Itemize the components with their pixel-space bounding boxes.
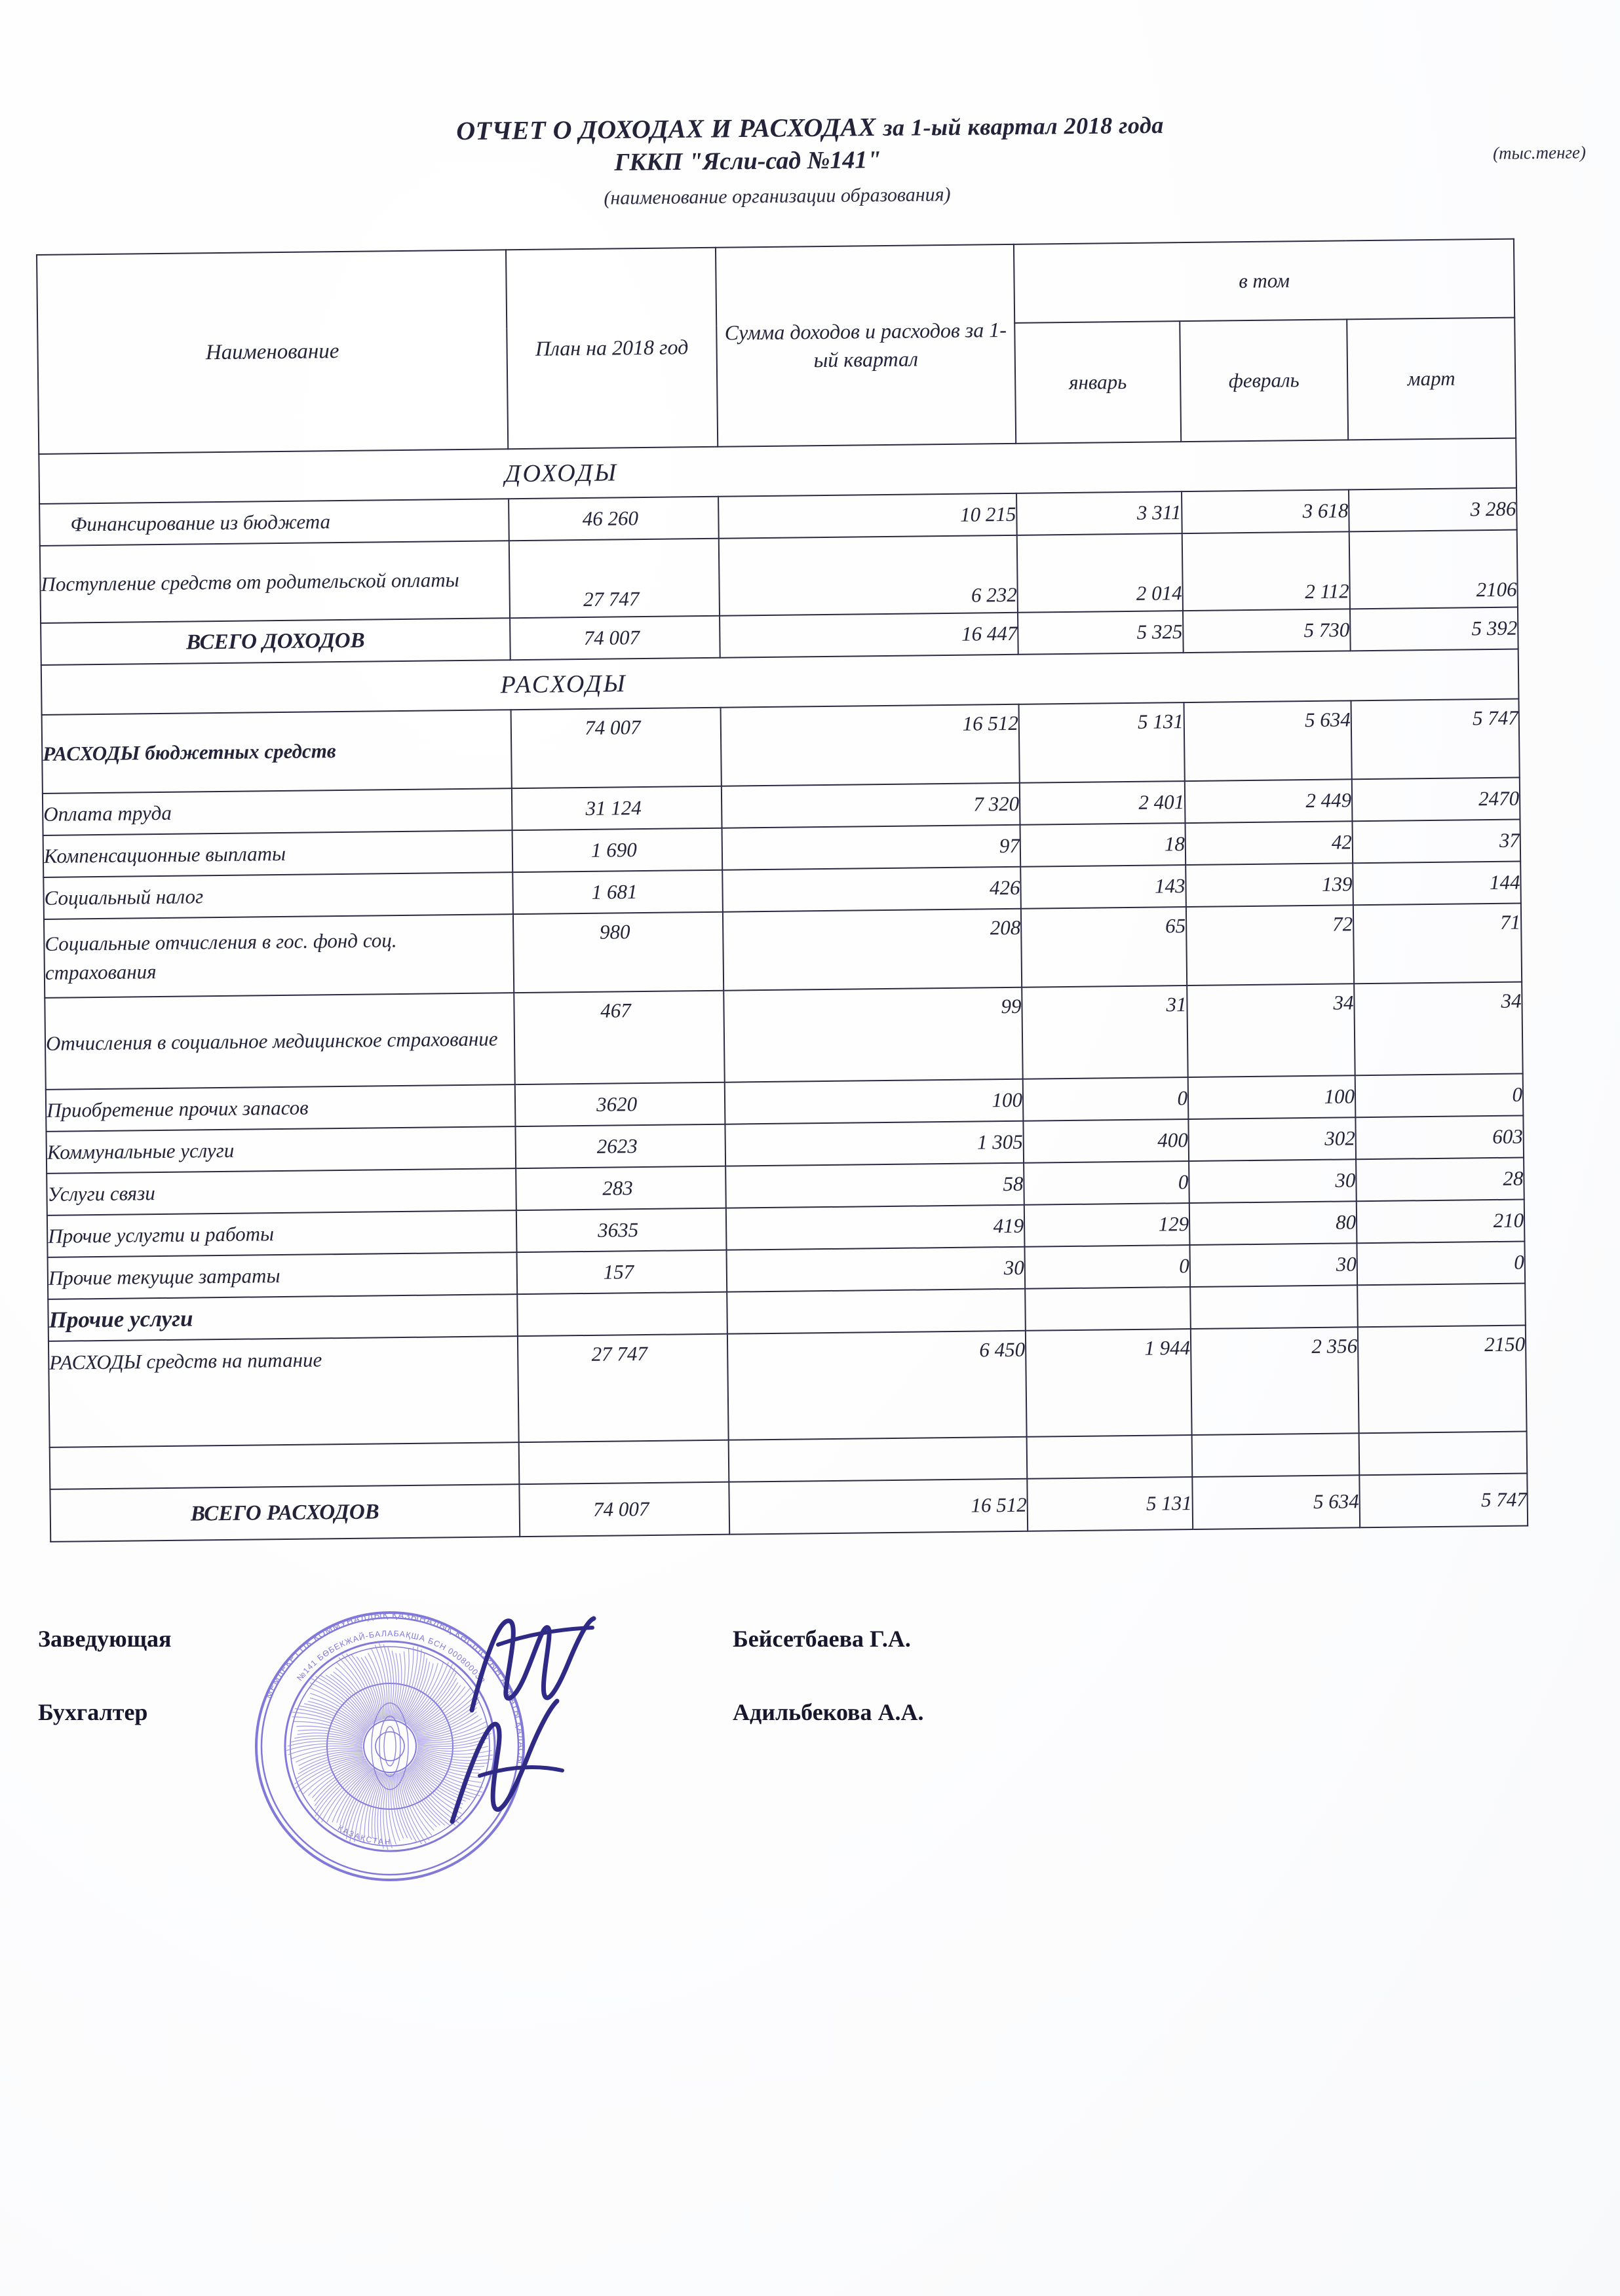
signature-block xyxy=(38,1618,1152,1765)
row-plan: 27 747 xyxy=(518,1334,729,1442)
row-february: 42 xyxy=(1185,821,1353,865)
row-january xyxy=(1025,1287,1191,1331)
row-plan: 27 747 xyxy=(509,539,720,618)
signature-role: Заведующая xyxy=(38,1626,172,1652)
row-march: 2470 xyxy=(1352,778,1520,822)
row-plan: 46 260 xyxy=(509,497,719,541)
row-label: Финансирование из бюджета xyxy=(39,499,509,546)
row-february: 30 xyxy=(1189,1243,1357,1287)
row-label: Коммунальные услуги xyxy=(46,1126,516,1174)
row-plan: 3620 xyxy=(515,1082,725,1126)
row-january: 31 xyxy=(1022,985,1188,1079)
row-march: 603 xyxy=(1355,1116,1524,1160)
row-quarter: 16 447 xyxy=(720,613,1018,658)
organization-caption: (наименование организации образования) xyxy=(604,183,951,210)
units-label: (тыс.тенге) xyxy=(1492,142,1587,163)
row-quarter: 10 215 xyxy=(718,493,1017,539)
col-header-quarter: Сумма доходов и расходов за 1-ый квартал xyxy=(716,244,1016,447)
signature-row-accountant xyxy=(38,1692,1152,1765)
row-quarter: 99 xyxy=(723,987,1022,1082)
row-march: 37 xyxy=(1352,820,1520,864)
row-january: 1 944 xyxy=(1026,1329,1192,1437)
row-plan xyxy=(517,1292,727,1336)
row-february: 2 356 xyxy=(1191,1327,1359,1435)
row-label: Прочие услуги xyxy=(48,1294,518,1341)
row-quarter: 1 305 xyxy=(725,1121,1024,1166)
row-quarter xyxy=(727,1289,1026,1334)
row-february: 72 xyxy=(1186,905,1354,985)
section-label-expense: РАСХОДЫ xyxy=(41,649,1519,715)
row-label: Социальные отчисления в гос. фонд соц. страхования xyxy=(44,914,514,998)
row-label: Отчисления в социальное медицинское страхование xyxy=(45,993,514,1090)
row-quarter: 208 xyxy=(723,909,1022,991)
row-january: 143 xyxy=(1020,865,1186,909)
row-march: 144 xyxy=(1353,862,1521,906)
table-row xyxy=(45,982,1522,1090)
row-february: 302 xyxy=(1188,1117,1356,1161)
table-body xyxy=(39,438,1528,1542)
stamp-inner-text: №141 БӨБЕКЖАЙ-БАЛАБАҚША БСН 000800033 xyxy=(295,1628,487,1686)
row-march: 0 xyxy=(1355,1074,1524,1118)
row-quarter xyxy=(729,1437,1028,1482)
document-title-period: за 1-ый квартал 2018 года xyxy=(883,111,1164,141)
row-quarter: 426 xyxy=(722,867,1021,912)
row-label: Услуги связи xyxy=(47,1168,516,1215)
row-january: 5 131 xyxy=(1027,1477,1193,1531)
row-march: 5 747 xyxy=(1351,699,1519,780)
row-february: 2 112 xyxy=(1182,531,1350,611)
stamp-outer-text: МЕМЛЕКЕТТІК КОММУНАЛДЫҚ ҚАЗЫНАЛЫҚ КӘСІПОРЫН АЛМАТЫ ҚАЛАСЫ xyxy=(263,1609,527,1765)
row-february: 80 xyxy=(1189,1201,1357,1245)
row-label: Прочие текущие затраты xyxy=(48,1252,518,1299)
row-label: Поступление средств от родительской оплаты xyxy=(40,541,510,623)
row-february: 100 xyxy=(1188,1075,1356,1119)
row-plan: 1 681 xyxy=(512,870,723,914)
row-plan: 1 690 xyxy=(512,828,723,872)
row-quarter: 30 xyxy=(727,1247,1026,1292)
signature-role: Бухгалтер xyxy=(38,1699,148,1725)
col-header-january: январь xyxy=(1014,321,1181,444)
row-february: 3 618 xyxy=(1182,489,1349,533)
report-table-container xyxy=(36,240,1527,1542)
row-january: 129 xyxy=(1024,1203,1190,1247)
col-header-february: февраль xyxy=(1180,319,1348,442)
stamp-country-text: ҚАЗАҚСТАН xyxy=(336,1823,392,1847)
row-quarter: 16 512 xyxy=(721,704,1020,786)
row-january: 0 xyxy=(1024,1161,1189,1205)
row-quarter: 16 512 xyxy=(729,1479,1028,1535)
row-quarter: 7 320 xyxy=(722,783,1020,828)
row-february: 2 449 xyxy=(1185,779,1353,823)
row-quarter: 100 xyxy=(725,1079,1024,1124)
organization-name: ГККП "Ясли-сад №141" xyxy=(614,146,881,176)
col-header-name: Наименование xyxy=(37,250,508,454)
row-label: Оплата труда xyxy=(43,788,512,835)
row-quarter: 97 xyxy=(722,825,1021,870)
row-label: Приобретение прочих запасов xyxy=(46,1084,516,1132)
row-label: ВСЕГО ДОХОДОВ xyxy=(41,618,511,665)
row-january: 0 xyxy=(1023,1077,1189,1121)
row-january: 2 401 xyxy=(1020,781,1186,825)
row-january: 65 xyxy=(1021,907,1187,987)
row-february xyxy=(1190,1285,1358,1329)
row-january: 0 xyxy=(1024,1245,1190,1289)
col-header-plan: План на 2018 год xyxy=(506,248,718,449)
row-plan: 74 007 xyxy=(519,1482,729,1537)
row-plan: 3635 xyxy=(516,1208,727,1252)
document-title-main: ОТЧЕТ О ДОХОДАХ И РАСХОДАХ xyxy=(456,112,877,146)
row-january xyxy=(1027,1435,1193,1479)
row-plan: 157 xyxy=(517,1250,727,1294)
row-march xyxy=(1359,1431,1528,1475)
row-quarter: 419 xyxy=(726,1205,1025,1250)
row-quarter: 6 450 xyxy=(727,1331,1027,1440)
row-january: 5 131 xyxy=(1019,702,1185,783)
row-march: 2150 xyxy=(1358,1326,1527,1434)
signature-name: Адильбекова А.А. xyxy=(733,1699,924,1725)
row-label: ВСЕГО РАСХОДОВ xyxy=(50,1484,520,1542)
svg-text:ҚАЗАҚСТАН xyxy=(336,1823,391,1846)
row-march: 5 747 xyxy=(1359,1473,1528,1527)
row-march: 5 392 xyxy=(1350,607,1518,651)
row-january: 2 014 xyxy=(1017,533,1183,613)
row-february xyxy=(1192,1433,1360,1477)
row-january: 18 xyxy=(1020,823,1186,867)
row-february: 30 xyxy=(1189,1159,1357,1203)
row-march: 28 xyxy=(1356,1158,1524,1202)
signature-row-director xyxy=(38,1618,1152,1692)
row-january: 5 325 xyxy=(1018,611,1184,655)
row-plan: 283 xyxy=(516,1166,726,1210)
row-march: 210 xyxy=(1357,1200,1525,1244)
row-january: 400 xyxy=(1023,1119,1189,1163)
row-february: 5 634 xyxy=(1184,700,1352,781)
col-header-group: в том xyxy=(1014,239,1514,323)
row-plan: 980 xyxy=(513,912,723,993)
row-label: Социальный налог xyxy=(43,872,513,919)
row-march: 34 xyxy=(1354,982,1523,1076)
document-header xyxy=(0,111,1620,208)
row-march: 3 286 xyxy=(1349,488,1517,532)
row-plan: 467 xyxy=(514,991,724,1084)
row-label: Компенсационные выплаты xyxy=(43,830,513,877)
section-label-income: ДОХОДЫ xyxy=(39,438,1516,504)
row-label xyxy=(50,1442,520,1489)
row-quarter: 6 232 xyxy=(719,535,1018,616)
table-row xyxy=(48,1326,1527,1447)
row-january: 3 311 xyxy=(1016,491,1182,535)
row-february: 5 730 xyxy=(1183,609,1351,653)
table-head xyxy=(37,239,1516,454)
row-march: 71 xyxy=(1353,904,1522,984)
row-plan: 31 124 xyxy=(512,786,722,830)
row-march: 2106 xyxy=(1349,530,1518,609)
row-quarter: 58 xyxy=(725,1163,1024,1208)
row-label: Прочие услугти и работы xyxy=(47,1210,517,1257)
row-label: РАСХОДЫ средств на питание xyxy=(48,1336,519,1447)
row-label: РАСХОДЫ бюджетных средств xyxy=(42,710,512,794)
row-february: 34 xyxy=(1187,984,1355,1077)
row-february: 139 xyxy=(1186,863,1353,907)
row-march xyxy=(1357,1284,1526,1328)
report-table xyxy=(36,239,1528,1542)
col-header-march: март xyxy=(1347,318,1516,440)
signature-name: Бейсетбаева Г.А. xyxy=(733,1626,911,1652)
row-plan: 74 007 xyxy=(511,708,722,788)
row-plan: 74 007 xyxy=(510,616,720,660)
row-plan: 2623 xyxy=(515,1124,725,1168)
row-plan xyxy=(519,1440,729,1484)
row-march: 0 xyxy=(1357,1242,1525,1286)
row-february: 5 634 xyxy=(1192,1475,1360,1529)
